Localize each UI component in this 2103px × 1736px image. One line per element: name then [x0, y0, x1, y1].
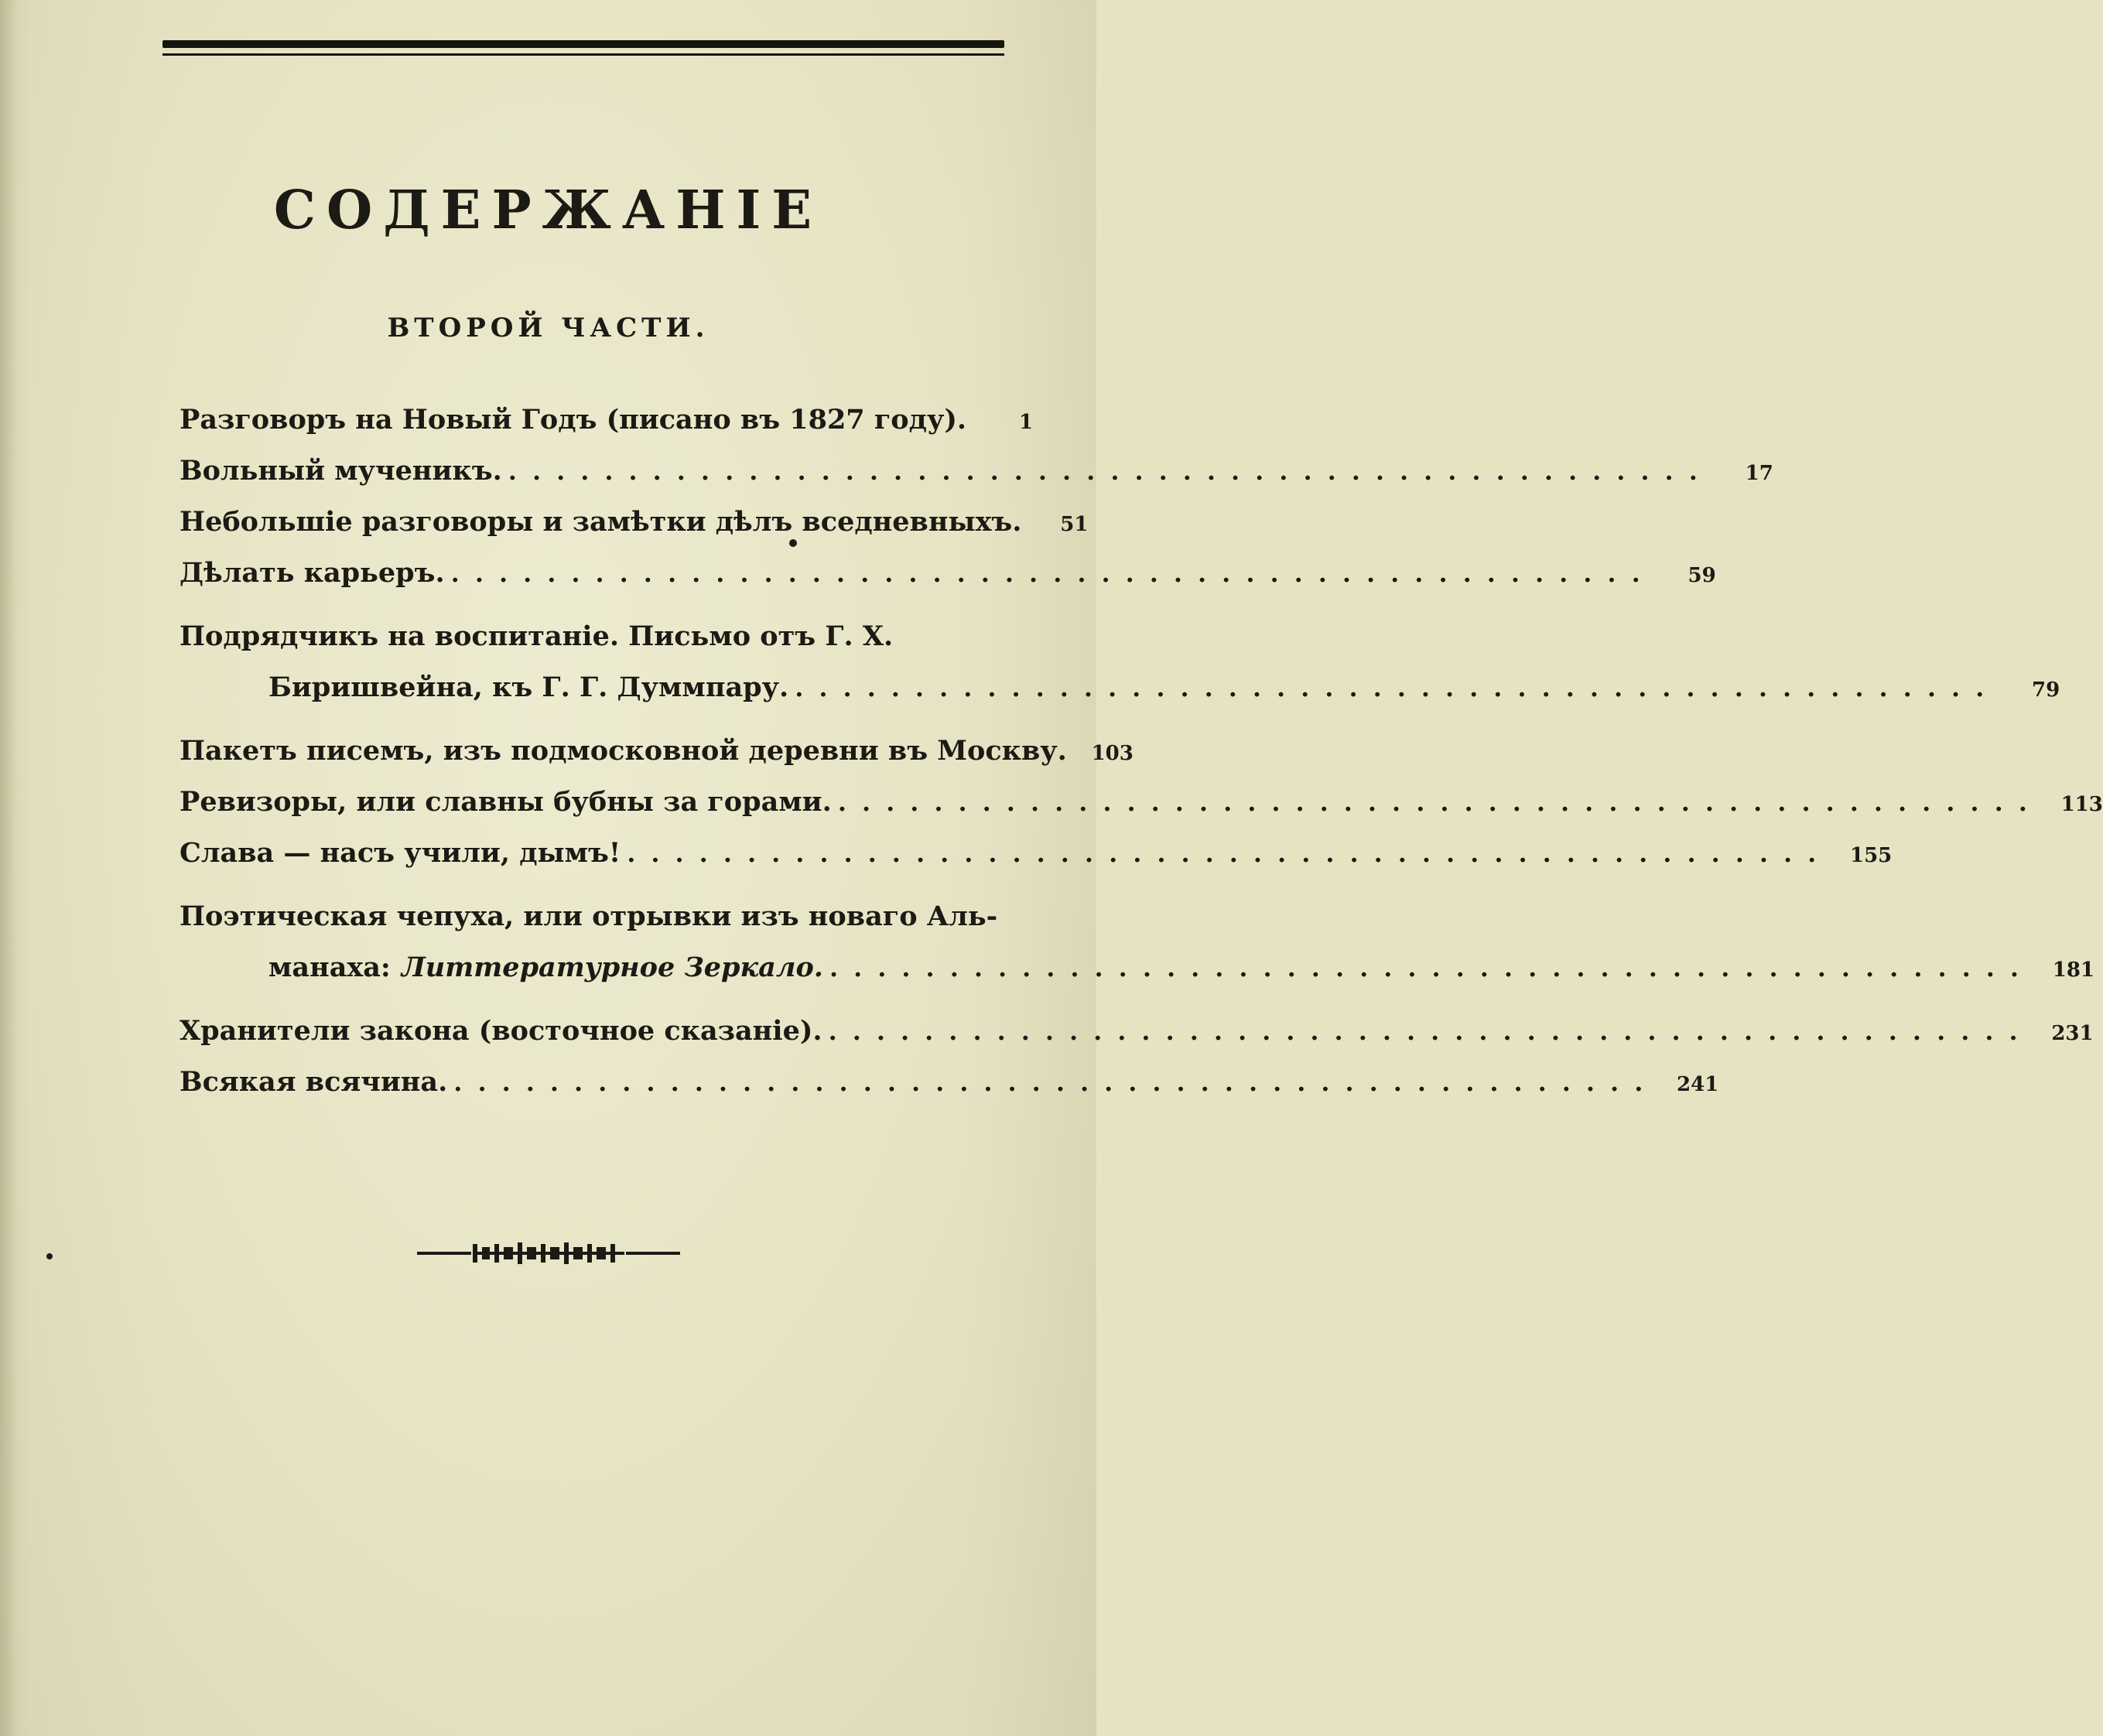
toc-entry-title: Дѣлать карьеръ. [180, 557, 445, 589]
toc-entry-title: Ревизоры, или славны бубны за горами. [180, 786, 832, 818]
toc-entry-title: Пакетъ писемъ, изъ подмосковной деревни въ Москву. [180, 735, 1067, 767]
toc-entry-title: Поэтическая чепуха, или отрывки изъ новаго Аль- [180, 900, 998, 932]
toc-entry-italic-title: Литтературное Зеркало. [401, 952, 823, 983]
leader-dots: .................................................. [837, 788, 2043, 817]
toc-entry-page: 51 [1060, 513, 1089, 536]
toc-entry [180, 506, 1089, 557]
ink-speck [789, 539, 797, 547]
toc-entry-title: Всякая всячина. [180, 1066, 448, 1098]
toc-entry-title-continued: манаха: [268, 952, 391, 983]
toc-entry [180, 735, 1134, 786]
ink-speck [46, 1253, 53, 1259]
toc-entry [180, 455, 1773, 506]
toc-entry-page: 59 [1688, 564, 1716, 587]
leader-dots: .................................................. [829, 953, 2035, 982]
table-of-contents [180, 404, 2103, 1117]
leader-dots: .................................................. [450, 559, 1656, 588]
toc-entry [180, 404, 1034, 455]
toc-entry-page: 17 [1745, 462, 1773, 485]
toc-entry-page: 241 [1677, 1073, 1719, 1096]
toc-entry-title: Подрядчикъ на воспитаніе. Письмо отъ Г. Х. [180, 620, 894, 652]
toc-entry-page: 79 [2032, 678, 2060, 702]
ornament-icon [417, 1238, 680, 1269]
page-subtitle: ВТОРОЙ ЧАСТИ. [387, 313, 710, 343]
toc-entry [180, 900, 2095, 1003]
toc-entry [180, 786, 2103, 837]
toc-entry [180, 1066, 1719, 1117]
leader-dots: .................................................. [508, 456, 1713, 486]
leader-dots: .................................................. [795, 673, 2000, 702]
toc-entry-title-continued: Биришвейна, къ Г. Г. Думмпару. [268, 672, 789, 703]
toc-entry-page: 103 [1091, 742, 1134, 765]
toc-entry-title: Разговоръ на Новый Годъ (писано въ 1827 году). [180, 404, 967, 436]
toc-entry [180, 1015, 2094, 1066]
toc-entry-title: Небольшіе разговоры и замѣтки дѣлъ вседневныхъ. [180, 506, 1022, 538]
toc-entry [180, 620, 2060, 723]
leader-dots: .................................................. [828, 1017, 2033, 1046]
tailpiece-ornament [0, 1238, 1096, 1272]
toc-entry-page: 1 [1019, 411, 1034, 434]
toc-entry-title: Вольный мученикъ. [180, 455, 502, 487]
leader-dots: .................................................. [453, 1068, 1659, 1097]
toc-entry-page: 231 [2051, 1022, 2094, 1045]
leader-dots: .................................................. [627, 839, 1832, 868]
toc-entry-title: Хранители закона (восточное сказаніе). [180, 1015, 822, 1047]
toc-entry [180, 557, 1716, 608]
toc-entry-page: 181 [2052, 959, 2095, 982]
toc-entry-title: Слава — насъ учили, дымъ! [180, 837, 621, 869]
toc-entry [180, 837, 1893, 888]
page-title: СОДЕРЖАНІЕ [273, 179, 823, 241]
header-double-rule [162, 40, 1004, 56]
toc-entry-page: 113 [2060, 793, 2103, 816]
page-edge-shadow [0, 0, 17, 1736]
toc-entry-page: 155 [1850, 844, 1893, 867]
